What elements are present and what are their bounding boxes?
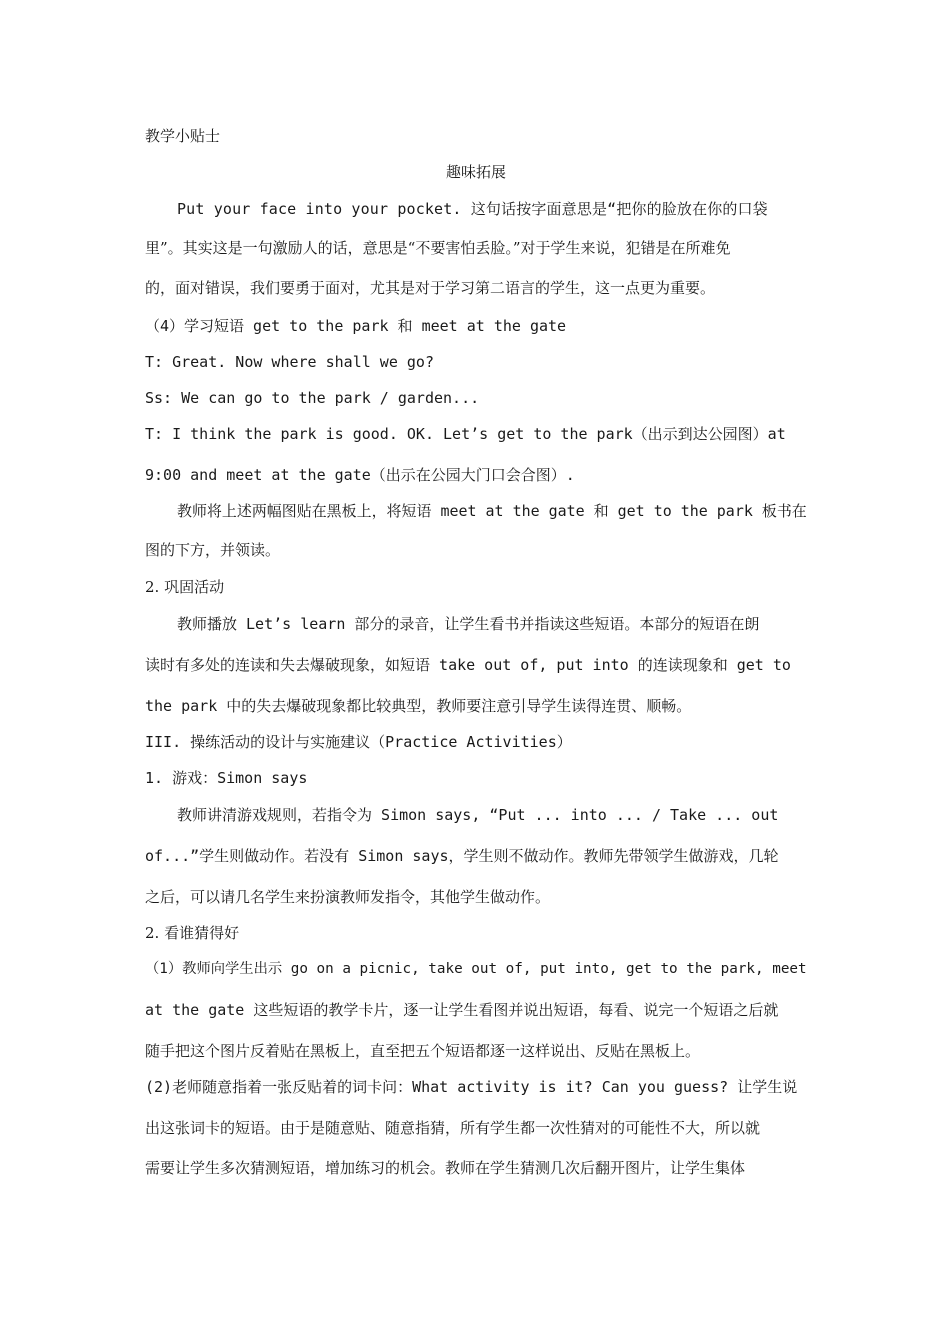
paragraph-line: the park 中的失去爆破现象都比较典型，教师要注意引导学生读得连贯、顺畅。 [145,697,692,715]
paragraph-line: 的，面对错误，我们要勇于面对，尤其是对于学习第二语言的学生，这一点更为重要。 [145,279,716,297]
paragraph-line: (2)老师随意指着一张反贴着的词卡问：What activity is it? Can you guess? 让学生说 [145,1078,798,1096]
tips-heading: 教学小贴士 [145,127,221,145]
paragraph-line: （4）学习短语 get to the park 和 meet at the gate [145,317,567,335]
paragraph-line: （1）教师向学生出示 go on a picnic, take out of, put into, get to the park, meet [145,961,807,977]
paragraph-line: 教师讲清游戏规则，若指令为 Simon says, “Put ... into ... / Take ... out [177,806,779,824]
paragraph-line: 随手把这个图片反着贴在黑板上，直至把五个短语都逐一这样说出、反贴在黑板上。 [145,1042,701,1060]
section-heading: III. 操练活动的设计与实施建议（Practice Activities） [145,733,572,751]
paragraph-line: 需要让学生多次猜测短语，增加练习的机会。教师在学生猜测几次后翻开图片，让学生集体 [145,1159,746,1177]
section-subheading: 趣味拓展 [445,163,506,181]
paragraph-line: Put your face into your pocket. 这句话按字面意思是“把你的脸放在你的口袋 [177,200,768,218]
dialogue-line: T: I think the park is good. OK. Let’s get to the park（出示到达公园图）at [145,425,786,443]
paragraph-line: of...”学生则做动作。若没有 Simon says，学生则不做动作。教师先带领学生做游戏，几轮 [145,847,779,865]
paragraph-line: 里”。其实这是一句激励人的话，意思是“不要害怕丢脸。”对于学生来说，犯错是在所难免 [145,239,731,257]
paragraph-line: 之后，可以请几名学生来扮演教师发指令，其他学生做动作。 [145,888,551,906]
dialogue-line: Ss: We can go to the park / garden... [145,389,480,407]
dialogue-line: T: Great. Now where shall we go? [145,353,434,371]
section-heading: 2. 看谁猜得好 [145,924,240,942]
paragraph-line: 读时有多处的连读和失去爆破现象，如短语 take out of, put into 的连读现象和 get to [145,656,791,674]
paragraph-line: 图的下方，并领读。 [145,541,281,559]
paragraph-line: 教师将上述两幅图贴在黑板上，将短语 meet at the gate 和 get to the park 板书在 [177,502,807,520]
paragraph-line: at the gate 这些短语的教学卡片，逐一让学生看图并说出短语，每看、说完一个短语之后就 [145,1001,779,1019]
paragraph-line: 出这张词卡的短语。由于是随意贴、随意指猜，所有学生都一次性猜对的可能性不大，所以就 [145,1119,761,1137]
dialogue-line: 9:00 and meet at the gate（出示在公园大门口会合图）. [145,466,575,484]
section-heading: 2. 巩固活动 [145,578,225,596]
section-heading: 1. 游戏：Simon says [145,769,308,787]
paragraph-line: 教师播放 Let’s learn 部分的录音，让学生看书并指读这些短语。本部分的短语在朗 [177,615,760,633]
